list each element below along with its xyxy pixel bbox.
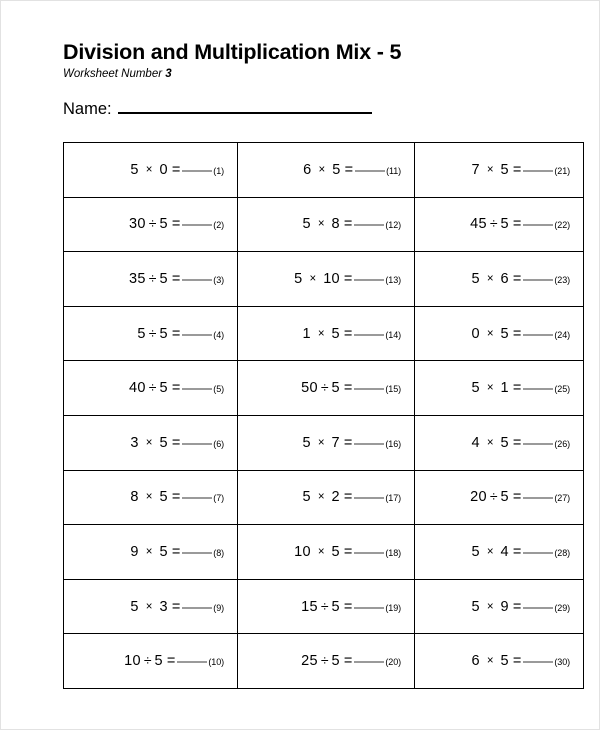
answer-blank[interactable] <box>182 552 212 554</box>
problem-cell[interactable] <box>64 415 238 470</box>
problem-expression <box>130 490 224 505</box>
problem-expression <box>129 380 224 396</box>
operand-right: 6 <box>500 270 509 287</box>
operand-right: 8 <box>331 216 340 233</box>
worksheet-number-label: Worksheet Number <box>63 67 163 80</box>
operand-left: 5 <box>130 161 139 178</box>
problem-expression <box>302 327 401 342</box>
problem-expression <box>124 653 224 669</box>
divide-icon: ÷ <box>489 215 498 232</box>
multiply-icon: × <box>317 491 325 504</box>
equals-sign: = <box>171 270 181 287</box>
problem-number: (27) <box>554 493 570 504</box>
operand-right: 5 <box>331 598 340 615</box>
divide-icon: ÷ <box>148 324 157 341</box>
problem-cell[interactable] <box>64 306 238 361</box>
problem-number: (6) <box>213 438 224 449</box>
problem-expression <box>470 489 570 505</box>
divide-icon: ÷ <box>148 379 157 396</box>
problem-cell[interactable] <box>415 361 584 416</box>
problem-row <box>64 197 584 252</box>
problem-cell[interactable] <box>415 143 584 198</box>
equals-sign: = <box>512 161 522 178</box>
operand-left: 1 <box>302 325 311 342</box>
equals-sign: = <box>171 434 181 451</box>
problem-row <box>64 634 584 689</box>
operand-left: 50 <box>301 380 318 397</box>
answer-blank[interactable] <box>182 170 212 172</box>
problem-number: (9) <box>213 602 224 613</box>
operand-left: 7 <box>471 161 480 178</box>
operand-left: 5 <box>471 380 480 397</box>
problem-expression <box>130 600 224 615</box>
answer-blank[interactable] <box>354 497 384 499</box>
multiply-icon: × <box>486 436 494 449</box>
problem-number: (2) <box>213 220 224 231</box>
equals-sign: = <box>512 598 522 615</box>
problem-number: (10) <box>208 657 224 668</box>
problem-number: (12) <box>385 220 401 231</box>
problem-number: (13) <box>385 274 401 285</box>
problem-row <box>64 470 584 525</box>
divide-icon: ÷ <box>320 379 329 396</box>
divide-icon: ÷ <box>148 269 157 286</box>
problem-expression <box>129 271 224 287</box>
multiply-icon: × <box>486 163 494 176</box>
equals-sign: = <box>512 325 522 342</box>
problem-cell[interactable] <box>238 634 415 689</box>
equals-sign: = <box>171 216 181 233</box>
operand-left: 5 <box>137 325 146 342</box>
operand-right: 5 <box>500 653 509 670</box>
answer-blank[interactable] <box>182 279 212 281</box>
problem-cell[interactable] <box>415 470 584 525</box>
problem-expression <box>471 654 570 669</box>
answer-blank[interactable] <box>523 334 553 336</box>
operand-left: 5 <box>471 598 480 615</box>
problem-expression <box>471 600 570 615</box>
worksheet-number-value: 3 <box>165 67 172 80</box>
problem-cell[interactable] <box>238 306 415 361</box>
answer-blank[interactable] <box>354 661 384 663</box>
problem-number: (26) <box>554 438 570 449</box>
problem-cell[interactable] <box>64 361 238 416</box>
problem-number: (4) <box>213 329 224 340</box>
multiply-icon: × <box>486 327 494 340</box>
equals-sign: = <box>512 270 522 287</box>
operand-right: 5 <box>159 216 168 233</box>
equals-sign: = <box>171 161 181 178</box>
equals-sign: = <box>512 543 522 560</box>
multiply-icon: × <box>317 545 325 558</box>
problem-number: (8) <box>213 547 224 558</box>
operand-right: 4 <box>500 543 509 560</box>
equals-sign: = <box>512 489 522 506</box>
problem-number: (18) <box>385 547 401 558</box>
problem-cell[interactable] <box>238 415 415 470</box>
operand-left: 40 <box>129 380 146 397</box>
multiply-icon: × <box>145 163 153 176</box>
name-field-row <box>63 101 372 118</box>
answer-blank[interactable] <box>354 279 384 281</box>
problem-number: (7) <box>213 493 224 504</box>
equals-sign: = <box>171 380 181 397</box>
problem-number: (30) <box>554 657 570 668</box>
answer-blank[interactable] <box>182 388 212 390</box>
operand-right: 5 <box>159 270 168 287</box>
operand-right: 5 <box>331 380 340 397</box>
answer-blank[interactable] <box>354 224 384 226</box>
problem-cell[interactable] <box>238 470 415 525</box>
operand-left: 5 <box>471 270 480 287</box>
problem-cell[interactable] <box>238 143 415 198</box>
divide-icon: ÷ <box>489 488 498 505</box>
problem-expression <box>303 163 401 178</box>
problem-expression <box>137 326 224 342</box>
problem-cell[interactable] <box>64 525 238 580</box>
operand-left: 10 <box>124 653 141 670</box>
equals-sign: = <box>171 598 181 615</box>
problem-cell[interactable] <box>415 415 584 470</box>
problem-number: (25) <box>554 384 570 395</box>
operand-left: 30 <box>129 216 146 233</box>
problem-cell[interactable] <box>415 634 584 689</box>
equals-sign: = <box>171 489 181 506</box>
problem-expression <box>294 272 401 287</box>
answer-blank[interactable] <box>182 443 212 445</box>
problem-number: (23) <box>554 274 570 285</box>
operand-left: 6 <box>471 653 480 670</box>
problem-expression <box>130 545 224 560</box>
answer-blank[interactable] <box>523 497 553 499</box>
worksheet-subtitle <box>63 68 543 81</box>
answer-blank[interactable] <box>523 443 553 445</box>
name-label: Name: <box>63 100 112 118</box>
operand-right: 9 <box>500 598 509 615</box>
operand-left: 5 <box>294 270 303 287</box>
multiply-icon: × <box>486 545 494 558</box>
answer-blank[interactable] <box>355 170 385 172</box>
operand-right: 5 <box>500 489 509 506</box>
problem-cell[interactable] <box>238 197 415 252</box>
answer-blank[interactable] <box>523 224 553 226</box>
operand-right: 5 <box>154 653 163 670</box>
operand-right: 10 <box>323 270 340 287</box>
operand-right: 0 <box>159 161 168 178</box>
worksheet-header <box>63 41 543 80</box>
operand-right: 5 <box>159 434 168 451</box>
answer-blank[interactable] <box>177 661 207 663</box>
problem-number: (14) <box>385 329 401 340</box>
problem-cell[interactable] <box>64 197 238 252</box>
problem-expression <box>301 599 401 615</box>
operand-right: 5 <box>500 434 509 451</box>
equals-sign: = <box>343 380 353 397</box>
divide-icon: ÷ <box>148 215 157 232</box>
operand-left: 8 <box>130 489 139 506</box>
problem-row <box>64 525 584 580</box>
operand-right: 2 <box>331 489 340 506</box>
problem-number: (17) <box>385 493 401 504</box>
multiply-icon: × <box>145 545 153 558</box>
operand-left: 20 <box>470 489 487 506</box>
problems-grid <box>63 142 584 689</box>
answer-blank[interactable] <box>523 661 553 663</box>
problem-expression <box>129 216 224 232</box>
answer-blank[interactable] <box>182 224 212 226</box>
problem-number: (29) <box>554 602 570 613</box>
problem-row <box>64 415 584 470</box>
equals-sign: = <box>344 161 354 178</box>
problem-cell[interactable] <box>415 525 584 580</box>
problem-number: (28) <box>554 547 570 558</box>
problem-expression <box>471 272 570 287</box>
equals-sign: = <box>512 653 522 670</box>
answer-blank[interactable] <box>354 334 384 336</box>
problem-number: (21) <box>554 165 570 176</box>
problem-cell[interactable] <box>64 470 238 525</box>
problems-grid-body <box>64 143 584 689</box>
multiply-icon: × <box>145 436 153 449</box>
operand-right: 5 <box>159 380 168 397</box>
problem-number: (5) <box>213 384 224 395</box>
problem-expression <box>301 653 401 669</box>
operand-left: 9 <box>130 543 139 560</box>
operand-left: 3 <box>130 434 139 451</box>
operand-right: 7 <box>331 434 340 451</box>
operand-left: 5 <box>302 216 311 233</box>
multiply-icon: × <box>486 655 494 668</box>
answer-blank[interactable] <box>523 279 553 281</box>
problem-row <box>64 143 584 198</box>
equals-sign: = <box>343 270 353 287</box>
problem-number: (22) <box>554 220 570 231</box>
problem-number: (19) <box>385 602 401 613</box>
multiply-icon: × <box>486 382 494 395</box>
problem-number: (16) <box>385 438 401 449</box>
equals-sign: = <box>171 325 181 342</box>
equals-sign: = <box>343 216 353 233</box>
problem-cell[interactable] <box>238 579 415 634</box>
operand-right: 5 <box>159 325 168 342</box>
problem-expression <box>302 436 401 451</box>
operand-left: 4 <box>471 434 480 451</box>
problem-cell[interactable] <box>415 306 584 361</box>
answer-blank[interactable] <box>182 497 212 499</box>
problem-row <box>64 252 584 307</box>
problem-expression <box>130 163 224 178</box>
operand-right: 3 <box>159 598 168 615</box>
operand-left: 5 <box>471 543 480 560</box>
equals-sign: = <box>171 543 181 560</box>
problem-expression <box>302 490 401 505</box>
equals-sign: = <box>343 489 353 506</box>
problem-expression <box>471 436 570 451</box>
multiply-icon: × <box>309 272 317 285</box>
equals-sign: = <box>512 434 522 451</box>
problem-cell[interactable] <box>64 634 238 689</box>
problem-expression <box>301 380 401 396</box>
answer-blank[interactable] <box>182 334 212 336</box>
divide-icon: ÷ <box>320 652 329 669</box>
name-input-line[interactable] <box>118 112 372 114</box>
problem-cell[interactable] <box>415 252 584 307</box>
equals-sign: = <box>166 653 176 670</box>
problem-expression <box>471 163 570 178</box>
answer-blank[interactable] <box>354 388 384 390</box>
problem-cell[interactable] <box>64 143 238 198</box>
answer-blank[interactable] <box>354 443 384 445</box>
problem-number: (15) <box>385 384 401 395</box>
operand-left: 15 <box>301 598 318 615</box>
answer-blank[interactable] <box>182 607 212 609</box>
problem-expression <box>130 436 224 451</box>
problem-cell[interactable] <box>238 361 415 416</box>
operand-right: 1 <box>500 380 509 397</box>
problem-cell[interactable] <box>64 579 238 634</box>
problem-cell[interactable] <box>415 579 584 634</box>
divide-icon: ÷ <box>320 597 329 614</box>
operand-right: 5 <box>159 489 168 506</box>
equals-sign: = <box>343 543 353 560</box>
operand-right: 5 <box>159 543 168 560</box>
operand-left: 45 <box>470 216 487 233</box>
problem-row <box>64 579 584 634</box>
operand-left: 10 <box>294 543 311 560</box>
operand-right: 5 <box>500 216 509 233</box>
problem-expression <box>294 545 401 560</box>
multiply-icon: × <box>317 436 325 449</box>
multiply-icon: × <box>145 491 153 504</box>
problem-row <box>64 361 584 416</box>
operand-right: 5 <box>331 543 340 560</box>
problem-number: (3) <box>213 274 224 285</box>
answer-blank[interactable] <box>523 170 553 172</box>
operand-right: 5 <box>500 161 509 178</box>
problem-number: (11) <box>386 165 401 176</box>
problem-expression <box>471 381 570 396</box>
equals-sign: = <box>512 380 522 397</box>
operand-right: 5 <box>331 653 340 670</box>
multiply-icon: × <box>317 327 325 340</box>
operand-left: 5 <box>130 598 139 615</box>
problem-expression <box>471 327 570 342</box>
equals-sign: = <box>512 216 522 233</box>
equals-sign: = <box>343 653 353 670</box>
operand-left: 35 <box>129 270 146 287</box>
operand-right: 5 <box>332 161 341 178</box>
operand-left: 6 <box>303 161 312 178</box>
multiply-icon: × <box>145 600 153 613</box>
problem-expression <box>302 217 401 232</box>
problem-number: (20) <box>385 657 401 668</box>
equals-sign: = <box>343 434 353 451</box>
answer-blank[interactable] <box>523 552 553 554</box>
problem-expression <box>471 545 570 560</box>
equals-sign: = <box>343 325 353 342</box>
problem-expression <box>470 216 570 232</box>
divide-icon: ÷ <box>143 652 152 669</box>
operand-left: 5 <box>302 489 311 506</box>
problem-row <box>64 306 584 361</box>
answer-blank[interactable] <box>523 388 553 390</box>
problem-number: (24) <box>554 329 570 340</box>
operand-left: 5 <box>302 434 311 451</box>
answer-blank[interactable] <box>354 607 384 609</box>
problem-cell[interactable] <box>238 252 415 307</box>
problem-cell[interactable] <box>64 252 238 307</box>
operand-left: 0 <box>471 325 480 342</box>
equals-sign: = <box>343 598 353 615</box>
multiply-icon: × <box>318 163 326 176</box>
answer-blank[interactable] <box>523 607 553 609</box>
answer-blank[interactable] <box>354 552 384 554</box>
page-title: Division and Multiplication Mix - 5 <box>63 40 402 64</box>
problem-number: (1) <box>213 165 224 176</box>
problem-cell[interactable] <box>415 197 584 252</box>
operand-left: 25 <box>301 653 318 670</box>
multiply-icon: × <box>317 218 325 231</box>
operand-right: 5 <box>331 325 340 342</box>
multiply-icon: × <box>486 600 494 613</box>
operand-right: 5 <box>500 325 509 342</box>
problem-cell[interactable] <box>238 525 415 580</box>
multiply-icon: × <box>486 272 494 285</box>
